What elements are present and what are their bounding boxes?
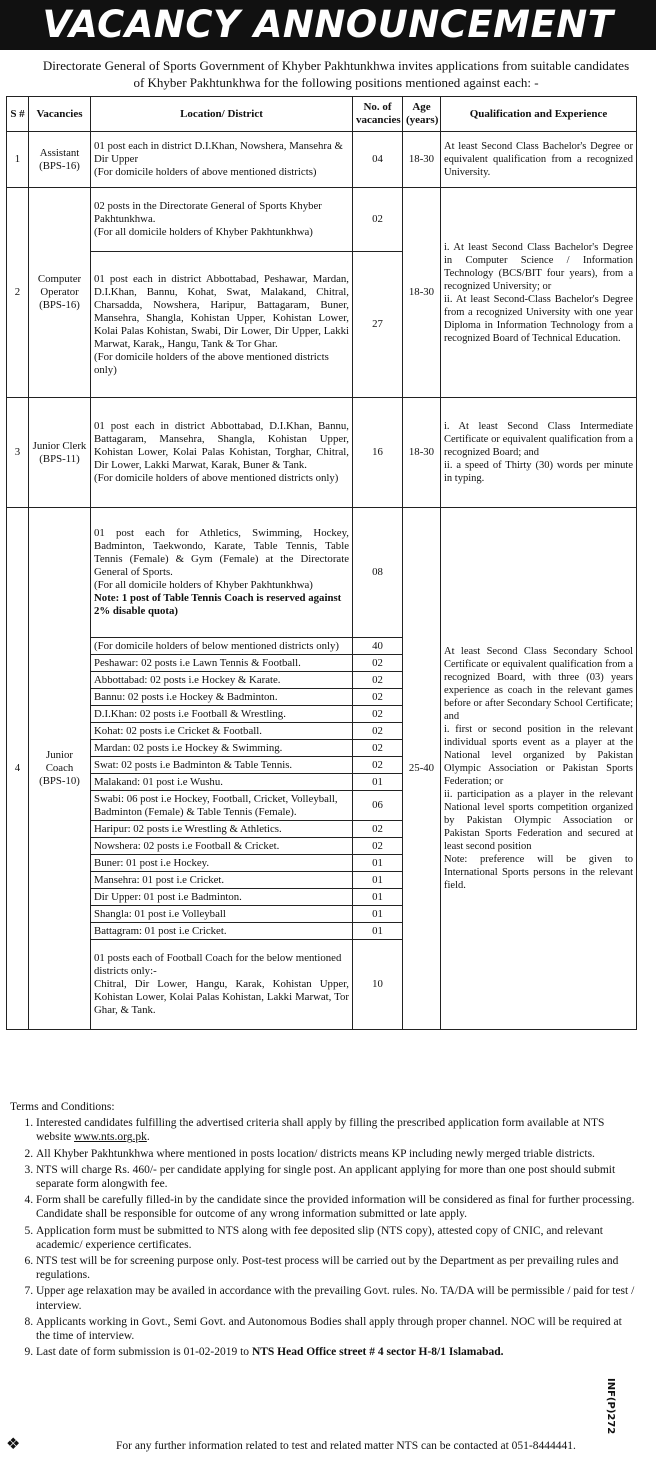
location-cell <box>91 940 353 1030</box>
post-title: Junior Clerk (BPS-11) <box>29 398 91 508</box>
vacancy-count: 02 <box>353 188 403 252</box>
page-title: VACANCY ANNOUNCEMENT <box>0 0 656 50</box>
post-title: Computer Operator (BPS-16) <box>29 188 91 398</box>
table-row <box>7 132 637 188</box>
table-row <box>7 398 637 508</box>
vacancy-count: 27 <box>353 252 403 398</box>
term-item: 4. Form shall be carefully filled-in by the candidate since the provided information will be considered as final for further processing. Candidate shall be responsible for outcome of any wrong information submitted or late apply. <box>36 1193 636 1221</box>
vacancy-count: 01 <box>353 774 403 791</box>
age-range: 25-40 <box>403 508 441 1030</box>
table-header-row <box>7 97 637 132</box>
row-sn: 4 <box>7 508 29 1030</box>
location-text: (For domicile holders of below mentioned districts only) <box>91 638 353 655</box>
qualification-option: i. first or second position in the relevant individual sports event as a player at the National level organized by Pakistan Olympic Association or Pakistan Sports Federation; or <box>444 724 633 787</box>
vacancy-count: 01 <box>353 923 403 940</box>
age-range: 18-30 <box>403 188 441 398</box>
publication-stamp: INF(P)272 <box>605 1378 616 1435</box>
location-text: D.I.Khan: 02 posts i.e Football & Wrestling. <box>91 706 353 723</box>
location-text: 01 posts each of Football Coach for the below mentioned districts only:- <box>94 952 342 977</box>
location-text: Mansehra: 01 post i.e Cricket. <box>91 872 353 889</box>
location-text: Nowshera: 02 posts i.e Football & Cricket. <box>91 838 353 855</box>
term-item: 3. NTS will charge Rs. 460/- per candidate applying for single post. An applicant applying for more than one post should submit separate form alongwith fee. <box>36 1163 636 1191</box>
vacancy-count: 01 <box>353 872 403 889</box>
post-title: Assistant (BPS-16) <box>29 132 91 188</box>
contact-text: For any further information related to test and related matter NTS can be contacted at 051-8444441. <box>116 1440 576 1452</box>
vacancy-count: 01 <box>353 906 403 923</box>
ornament-icon: ❖ <box>6 1436 21 1453</box>
domicile-note: (For domicile holders of above mentioned districts only) <box>94 472 339 484</box>
vacancy-count: 02 <box>353 757 403 774</box>
location-text: Kohat: 02 posts i.e Cricket & Football. <box>91 723 353 740</box>
location-text: Bannu: 02 posts i.e Hockey & Badminton. <box>91 689 353 706</box>
vacancy-count: 02 <box>353 706 403 723</box>
term-item: 7. Upper age relaxation may be availed in accordance with the prevailing Govt. rules. No. TA/DA will be permissible / paid for test / interview. <box>36 1284 636 1312</box>
location-text: Battagram: 01 post i.e Cricket. <box>91 923 353 940</box>
location-text: Mardan: 02 posts i.e Hockey & Swimming. <box>91 740 353 757</box>
term-item <box>36 1345 636 1359</box>
row-sn: 1 <box>7 132 29 188</box>
vacancy-count: 06 <box>353 791 403 821</box>
location-text: Haripur: 02 posts i.e Wrestling & Athletics. <box>91 821 353 838</box>
terms-list <box>6 1116 636 1359</box>
intro-text: Directorate General of Sports Government of Khyber Pakhtunkhwa invites applications from suitable candidates of Khyber Pakhtunkhwa for the following positions mentioned against each: - <box>42 58 630 90</box>
vacancy-count: 02 <box>353 838 403 855</box>
location-text: Peshawar: 02 posts i.e Lawn Tennis & Football. <box>91 655 353 672</box>
header-count: No. of vacancies <box>353 97 403 132</box>
terms-section <box>6 1100 636 1361</box>
qualification <box>441 398 637 508</box>
vacancy-count: 08 <box>353 508 403 638</box>
header-sn: S # <box>7 97 29 132</box>
location-text: Abbottabad: 02 posts i.e Hockey & Karate. <box>91 672 353 689</box>
qualification-note: Note: preference will be given to International Sports persons in the relevant field. <box>444 854 633 891</box>
location-cell <box>91 398 353 508</box>
nts-website-link[interactable]: www.nts.org.pk <box>74 1131 147 1144</box>
domicile-note: (For domicile holders of above mentioned districts) <box>94 166 317 178</box>
location-text: Buner: 01 post i.e Hockey. <box>91 855 353 872</box>
term-text: Interested candidates fulfilling the advertised criteria shall apply by filling the prescribed application form available at NTS website <box>36 1117 605 1144</box>
qualification-option: ii. participation as a player in the relevant National level sports competition organized by Pakistan Olympic Association or Pakistan Sports Federation and secured at least second position <box>444 789 633 852</box>
table-row <box>7 508 637 638</box>
vacancy-count: 02 <box>353 740 403 757</box>
vacancy-count: 40 <box>353 638 403 655</box>
qualification-option: i. At least Second Class Bachelor's Degree in Computer Science / Information Technology (BCS/BIT four years), from a recognized University; or <box>444 241 633 292</box>
terms-heading: Terms and Conditions: <box>10 1101 115 1113</box>
qualification-option: ii. At least Second-Class Bachelor's Degree from a recognized University with one year Diploma in Information Technology from a recognized Board of Technical Education. <box>444 293 633 344</box>
quota-note: Note: 1 post of Table Tennis Coach is reserved against 2% disable quota) <box>94 592 342 617</box>
term-text: Last date of form submission is 01-02-2019 to <box>36 1346 250 1359</box>
location-text: 02 posts in the Directorate General of Sports Khyber Pakhtunkhwa. <box>94 200 322 225</box>
domicile-note: (For all domicile holders of Khyber Pakhtunkhwa) <box>94 579 313 591</box>
qualification-option: At least Second Class Secondary School Certificate or equivalent qualification from a recognized Board, with three (03) years experience as coach in the relevant games before or after Secondary School Certificate; and <box>444 646 633 722</box>
location-text: Swat: 02 posts i.e Badminton & Table Tennis. <box>91 757 353 774</box>
location-text: 01 post each for Athletics, Swimming, Hockey, Badminton, Taekwondo, Karate, Table Tennis, Table Tennis (Female) & Gym (Female) at the Directorate General of Sports. <box>94 527 349 578</box>
row-sn: 3 <box>7 398 29 508</box>
location-text: Shangla: 01 post i.e Volleyball <box>91 906 353 923</box>
vacancy-count: 02 <box>353 723 403 740</box>
table-row <box>7 188 637 252</box>
header-vacancies: Vacancies <box>29 97 91 132</box>
location-text: Malakand: 01 post i.e Wushu. <box>91 774 353 791</box>
vacancy-count: 04 <box>353 132 403 188</box>
location-cell <box>91 252 353 398</box>
term-item: 8. Applicants working in Govt., Semi Govt. and Autonomous Bodies shall apply through proper channel. NOC will be required at the time of interview. <box>36 1315 636 1343</box>
district-list: Chitral, Dir Lower, Hangu, Karak, Kohistan Upper, Kohistan Lower, Kolai Palas Kohistan, Lakki Marwat, Tor Ghar, & Tank. <box>94 978 349 1016</box>
term-text: . <box>146 1131 150 1144</box>
qualification <box>441 188 637 398</box>
term-item: 2. All Khyber Pakhtunkhwa where mentioned in posts location/ districts means KP including newly merged triable districts. <box>36 1147 636 1161</box>
vacancy-count: 02 <box>353 821 403 838</box>
term-item: 5. Application form must be submitted to NTS along with fee deposited slip (NTS copy), attested copy of CNIC, and relevant academic/ experience certificates. <box>36 1224 636 1252</box>
row-sn: 2 <box>7 188 29 398</box>
age-range: 18-30 <box>403 132 441 188</box>
vacancy-count: 01 <box>353 855 403 872</box>
submission-address: NTS Head Office street # 4 sector H-8/1 Islamabad. <box>251 1346 504 1359</box>
location-cell <box>91 508 353 638</box>
term-item <box>36 1116 636 1144</box>
header-qualification: Qualification and Experience <box>441 97 637 132</box>
domicile-note: (For all domicile holders of Khyber Pakhtunkhwa) <box>94 226 313 238</box>
vacancy-count: 02 <box>353 655 403 672</box>
term-item: 6. NTS test will be for screening purpose only. Post-test process will be carried out by the Department as per prevailing rules and regulations. <box>36 1254 636 1282</box>
qualification <box>441 508 637 1030</box>
location-text: Dir Upper: 01 post i.e Badminton. <box>91 889 353 906</box>
domicile-note: (For domicile holders of the above mentioned districts only) <box>94 350 329 376</box>
location-text: 01 post each in district D.I.Khan, Nowshera, Mansehra & Dir Upper <box>94 140 343 165</box>
header-age: Age (years) <box>403 97 441 132</box>
vacancy-count: 01 <box>353 889 403 906</box>
age-range: 18-30 <box>403 398 441 508</box>
qualification: At least Second Class Bachelor's Degree or equivalent qualification from a recognized University. <box>441 132 637 188</box>
vacancy-table <box>6 96 637 1030</box>
location-cell <box>91 188 353 252</box>
post-title: Junior Coach (BPS-10) <box>29 508 91 1030</box>
qualification-option: i. At least Second Class Intermediate Certificate or equivalent qualification from a recognized Board; and <box>444 421 633 458</box>
location-text: Swabi: 06 post i.e Hockey, Football, Cricket, Volleyball, Badminton (Female) & Table Tennis (Female). <box>91 791 353 821</box>
vacancy-count: 10 <box>353 940 403 1030</box>
vacancy-count: 02 <box>353 672 403 689</box>
location-text: 01 post each in district Abbottabad, D.I.Khan, Bannu, Battagaram, Mansehra, Shangla, Kohistan Upper, Kohistan Lower, Kolai Palas Kohistan, Torghar, Chitral, Dir Lower, Lakki Marwat, Karak, Buner & Tank. <box>94 420 349 471</box>
location-text: 01 post each in district Abbottabad, Peshawar, Mardan, D.I.Khan, Bannu, Kohat, Swat, Malakand, Chitral, Charsadda, Nowshera, Haripur, Battagaram, Buner, Mansehra, Shangla, Kohistan Upper, Kohistan Lower, Kolai Palas Kohistan, Swabi, Dir Lower, Dir Upper, Lakki Marwat, Karak,, Hangu, Tank & Tor Ghar. <box>94 272 349 350</box>
vacancy-count: 02 <box>353 689 403 706</box>
header-location: Location/ District <box>91 97 353 132</box>
qualification-option: ii. a speed of Thirty (30) words per minute in typing. <box>444 460 633 484</box>
location-cell <box>91 132 353 188</box>
vacancy-count: 16 <box>353 398 403 508</box>
